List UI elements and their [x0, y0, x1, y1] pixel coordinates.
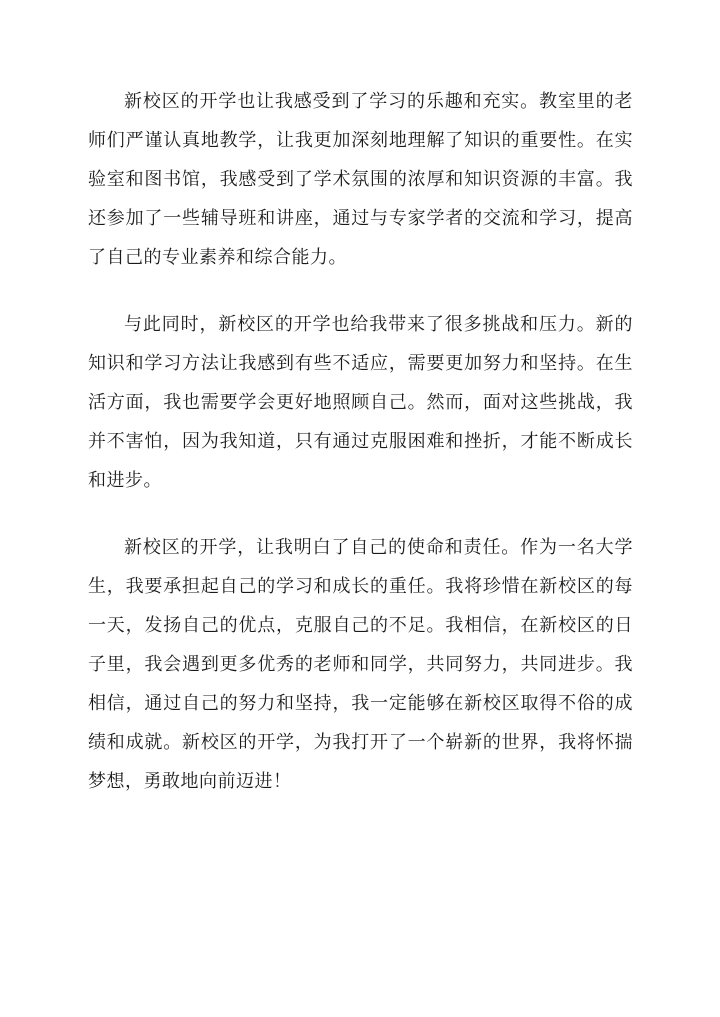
- text-line: 新校区的开学，让我明白了自己的使命和责任。作为一名大学: [124, 537, 633, 558]
- text-line: 知识和学习方法让我感到有些不适应，需要更加努力和坚持。在生: [88, 353, 633, 374]
- paragraph-3: [88, 528, 633, 801]
- text-line: 生，我要承担起自己的学习和成长的重任。我将珍惜在新校区的每: [88, 576, 633, 597]
- text-line: 并不害怕，因为我知道，只有通过克服困难和挫折，才能不断成长: [88, 431, 633, 452]
- text-line: 还参加了一些辅导班和讲座，通过与专家学者的交流和学习，提高: [88, 208, 633, 229]
- text-line: 子里，我会遇到更多优秀的老师和同学，共同努力，共同进步。我: [88, 654, 633, 675]
- text-line: 新校区的开学也让我感受到了学习的乐趣和充实。教室里的老: [124, 91, 633, 112]
- text-line: 与此同时，新校区的开学也给我带来了很多挑战和压力。新的: [124, 314, 633, 335]
- paragraph-1: [88, 82, 633, 277]
- paragraph-2: [88, 305, 633, 500]
- text-line: 活方面，我也需要学会更好地照顾自己。然而，面对这些挑战，我: [88, 392, 633, 413]
- text-line: 和进步。: [88, 470, 162, 491]
- text-line: 相信，通过自己的努力和坚持，我一定能够在新校区取得不俗的成: [88, 693, 633, 714]
- text-line: 验室和图书馆，我感受到了学术氛围的浓厚和知识资源的丰富。我: [88, 169, 633, 190]
- document-body: [88, 82, 633, 829]
- text-line: 了自己的专业素养和综合能力。: [88, 247, 347, 268]
- text-line: 梦想，勇敢地向前迈进！: [88, 771, 292, 792]
- text-line: 师们严谨认真地教学，让我更加深刻地理解了知识的重要性。在实: [88, 130, 633, 151]
- text-line: 一天，发扬自己的优点，克服自己的不足。我相信，在新校区的日: [88, 615, 633, 636]
- text-line: 绩和成就。新校区的开学，为我打开了一个崭新的世界，我将怀揣: [88, 732, 633, 753]
